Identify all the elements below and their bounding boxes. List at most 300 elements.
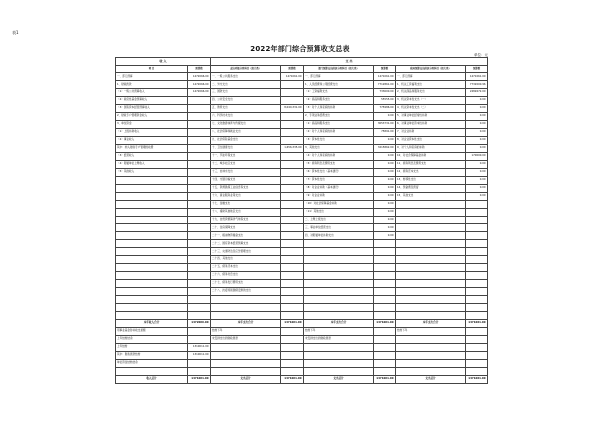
amount-cell [188,296,211,304]
item-cell [304,240,374,248]
amount-cell [281,256,304,264]
amount-cell: 3215862.00 [374,144,396,152]
amount-cell: 1472066.00 [188,89,211,97]
item-cell: 上年结转结余 [116,335,188,343]
amount-cell: 1310011.00 [188,351,211,359]
amount-cell [466,232,488,240]
amount-cell [188,121,211,129]
item-cell [396,351,466,359]
amount-cell [466,335,488,343]
amount-cell [466,272,488,280]
item-cell: 本年支出合计 [396,319,466,327]
column-header: 预算数 [281,65,304,73]
item-cell: 二十六、债务付息支出 [211,272,281,280]
table-row [116,89,488,97]
item-cell: 十七、金融支出 [211,200,281,208]
item-cell [211,351,281,359]
table-row [116,272,488,280]
amount-cell [188,304,211,312]
item-cell: 其中：纳入财政专户管理的收费 [116,144,188,152]
amount-cell [188,216,211,224]
amount-cell: 1471061.00 [374,375,396,383]
table-header-row [116,58,488,66]
amount-cell: 1,656,335.00 [281,144,304,152]
amount-cell [466,248,488,256]
item-cell: 一、部门预算 [304,73,374,81]
amount-cell [281,367,304,375]
item-cell: 十九、自然资源海洋气象等支出 [211,216,281,224]
item-cell [211,311,281,319]
item-cell: 结转下年 [211,327,281,335]
amount-cell [188,192,211,200]
item-cell: （5）其他收入 [116,168,188,176]
amount-cell: 0.00 [466,176,488,184]
amount-cell [374,311,396,319]
item-cell: （1）一般公共预算收入 [116,89,188,97]
item-cell: 5、对事业单位经常性补助 [396,113,466,121]
item-cell [211,304,281,312]
table-row [116,343,488,351]
amount-cell [281,248,304,256]
unit-label: 单位：元 [474,53,488,57]
item-cell: 二十四、其他支出 [211,256,281,264]
item-cell: 其中：财政拨款结转 [116,351,188,359]
amount-cell [466,200,488,208]
item-cell [304,304,374,312]
table-row [116,168,488,176]
amount-cell [374,256,396,264]
amount-cell [374,343,396,351]
item-cell: （3）经营收入 [116,152,188,160]
item-cell: （4）附属单位上缴收入 [116,160,188,168]
amount-cell [466,327,488,335]
item-cell: 10、对社会保障基金补助 [396,152,466,160]
amount-cell: 75891.00 [374,129,396,137]
table-row [116,176,488,184]
item-cell: 本年收入合计 [116,319,188,327]
item-cell [116,264,188,272]
table-row [116,232,488,240]
item-cell [396,335,466,343]
table-row [116,304,488,312]
table-row [116,97,488,105]
item-cell: 9、对个人和家庭的补助 [396,144,466,152]
amount-cell [281,200,304,208]
amount-cell [374,359,396,367]
amount-cell: 1471061.00 [188,375,211,383]
table-row [116,184,488,192]
amount-cell [466,311,488,319]
table-row [116,248,488,256]
amount-cell [281,168,304,176]
table-row [116,81,488,89]
item-cell: 1、人员经费和公用经费支出 [304,81,374,89]
item-cell: 1、财政拨款 [116,81,188,89]
item-cell [396,359,466,367]
item-cell: 十五、资源勘探工业信息等支出 [211,184,281,192]
item-cell: 二十三、灾害防治及应急管理支出 [211,248,281,256]
amount-cell [281,296,304,304]
amount-cell [466,351,488,359]
amount-cell [281,113,304,121]
amount-cell [281,176,304,184]
item-cell [116,272,188,280]
amount-cell: 8,040,331.00 [281,105,304,113]
item-cell: （2）对个人和家庭的补助 [304,129,374,137]
table-number: 表1 [12,30,19,35]
item-cell [396,224,466,232]
item-cell [116,208,188,216]
amount-cell: 0.00 [374,184,396,192]
item-cell: 一、部门预算 [396,73,466,81]
table-row [116,137,488,145]
item-cell [304,343,374,351]
item-cell: 本年支出合计 [304,319,374,327]
table-row [116,224,488,232]
income-header: 收 入 [116,58,211,66]
amount-cell [281,272,304,280]
table-row [116,351,488,359]
amount-cell [188,144,211,152]
item-cell [116,176,188,184]
item-cell [396,208,466,216]
item-cell: 上年结转 [116,343,188,351]
item-cell [304,296,374,304]
item-cell [396,296,466,304]
item-cell [304,248,374,256]
amount-cell: 0.00 [374,232,396,240]
amount-cell [188,105,211,113]
amount-cell [281,89,304,97]
amount-cell: 7732000.96 [466,81,488,89]
table-row [116,375,488,383]
table-body [116,73,488,384]
column-header: 预算数 [374,65,396,73]
item-cell: 二十一、粮油物资储备支出 [211,232,281,240]
amount-cell [466,208,488,216]
table-row [116,311,488,319]
amount-cell [188,160,211,168]
amount-cell [466,224,488,232]
item-cell: 结转下年 [396,327,466,335]
budget-table [115,57,488,384]
item-cell: （8）对企业补助（基本建设） [304,184,374,192]
amount-cell: 0.00 [374,113,396,121]
amount-cell [374,280,396,288]
amount-cell: 0.00 [466,105,488,113]
amount-cell [281,208,304,216]
item-cell: （1）上级补助收入 [116,129,188,137]
amount-cell [281,264,304,272]
column-header: 部门预算支出经济分类科目（按大类） [304,65,374,73]
item-cell [396,256,466,264]
item-cell: 3、其他支出 [304,144,374,152]
amount-cell [466,256,488,264]
item-cell: 结转下年 [304,327,374,335]
item-cell: 十三、农林水支出 [211,168,281,176]
amount-cell [188,272,211,280]
amount-cell [374,335,396,343]
amount-cell: 7712861.00 [374,81,396,89]
item-cell: 九、社会保险基金支出 [211,137,281,145]
item-cell [116,184,188,192]
item-cell: 二、外交支出 [211,81,281,89]
amount-cell: 0.00 [466,160,488,168]
amount-cell [374,367,396,375]
amount-cell [281,359,304,367]
amount-cell [281,160,304,168]
amount-cell: 55555.00 [374,97,396,105]
item-cell: 支出总计 [396,375,466,383]
amount-cell [188,248,211,256]
item-cell: 1、机关工资福利支出 [396,81,466,89]
amount-cell [281,343,304,351]
item-cell: 本年支出合计 [211,319,281,327]
table-row [116,327,488,335]
amount-cell: 1471061.00 [281,375,304,383]
amount-cell: 0.00 [374,200,396,208]
item-cell [116,311,188,319]
amount-cell [188,367,211,375]
item-cell: （2）事业收入 [116,137,188,145]
amount-cell [188,168,211,176]
item-cell: 四、对附属单位补助支出 [304,232,374,240]
item-cell [396,288,466,296]
amount-cell: 1471061.00 [281,319,304,327]
amount-cell [281,216,304,224]
amount-cell [188,256,211,264]
amount-cell: 733600.00 [374,89,396,97]
amount-cell: 170000.00 [466,152,488,160]
item-cell: 六、科学技术支出 [211,113,281,121]
amount-cell [466,280,488,288]
item-cell: 2、财政专户管理资金收入 [116,113,188,121]
item-cell: （1）商品和服务支出 [304,121,374,129]
item-cell: （3）对个人和家庭的补助 [304,105,374,113]
item-cell: 支出总计 [211,375,281,383]
amount-cell: 1471061.00 [466,73,488,81]
table-row [116,280,488,288]
amount-cell [188,240,211,248]
amount-cell: 0.00 [466,144,488,152]
item-cell [396,264,466,272]
table-row [116,288,488,296]
amount-cell [466,296,488,304]
amount-cell: 1472066.00 [188,81,211,89]
amount-cell [188,359,211,367]
amount-cell [188,152,211,160]
item-cell: 十八、援助其他地区支出 [211,208,281,216]
amount-cell [466,343,488,351]
amount-cell [281,335,304,343]
item-cell [116,216,188,224]
amount-cell [374,264,396,272]
item-cell: 2、机关商品和服务支出 [396,89,466,97]
item-cell [116,288,188,296]
amount-cell [188,232,211,240]
table-row [116,73,488,81]
item-cell: （9）对企业补助 [304,192,374,200]
table-row [116,144,488,152]
amount-cell [281,288,304,296]
amount-cell [281,240,304,248]
amount-cell [188,327,211,335]
column-header: 预算数 [466,65,488,73]
table-row [116,264,488,272]
item-cell: 一、部门预算 [116,73,188,81]
amount-cell: 1310011.00 [188,343,211,351]
item-cell: （11）其他支出 [304,208,374,216]
amount-cell [466,359,488,367]
amount-cell: 1472066.00 [188,73,211,81]
item-cell: 未安排支出的财政拨款 [211,335,281,343]
amount-cell: 0.00 [374,208,396,216]
item-cell: 十二、城乡社区支出 [211,160,281,168]
item-cell: 收入总计 [116,375,188,383]
amount-cell [374,304,396,312]
amount-cell: 1471061.00 [466,319,488,327]
item-cell [211,296,281,304]
amount-cell [374,351,396,359]
item-cell: （2）政府性基金预算收入 [116,97,188,105]
amount-cell [188,280,211,288]
amount-cell [466,240,488,248]
amount-cell: 0.00 [466,113,488,121]
item-cell: 七、文化旅游体育与传媒支出 [211,121,281,129]
item-cell: （4）对个人和家庭的补助 [304,152,374,160]
table-row [116,335,488,343]
table-subheader-row [116,65,488,73]
amount-cell: 1472066.00 [188,319,211,327]
amount-cell: 0.00 [374,152,396,160]
amount-cell [466,367,488,375]
item-cell: 4、机关资本性支出（二） [396,105,466,113]
item-cell [396,280,466,288]
item-cell: 三、事业单位经营支出 [304,224,374,232]
item-cell: （6）资本性支出（基本建设） [304,168,374,176]
amount-cell: 0.00 [466,168,488,176]
item-cell: 单位资金结转结余 [116,359,188,367]
amount-cell [281,327,304,335]
amount-cell [188,311,211,319]
item-cell [396,200,466,208]
item-cell [304,359,374,367]
amount-cell: 2482672.00 [466,89,488,97]
table-row [116,319,488,327]
amount-cell: 1471061.00 [281,73,304,81]
item-cell: 五、教育支出 [211,105,281,113]
amount-cell [374,327,396,335]
amount-cell: 0.00 [374,137,396,145]
item-cell [116,304,188,312]
item-cell: 一、一般公共服务支出 [211,73,281,81]
table-row [116,160,488,168]
item-cell [396,311,466,319]
item-cell [304,256,374,264]
item-cell: 8、对企业资本性支出 [396,137,466,145]
table-row [116,105,488,113]
item-cell [116,248,188,256]
item-cell: 二十五、债务还本支出 [211,264,281,272]
amount-cell: 1471061.00 [374,73,396,81]
table-row [116,113,488,121]
item-cell: 15、其他支出 [396,192,466,200]
amount-cell [466,264,488,272]
item-cell [396,240,466,248]
amount-cell [374,296,396,304]
item-cell: 二十二、国有资本经营预算支出 [211,240,281,248]
item-cell: 2、专项业务经费支出 [304,113,374,121]
item-cell [116,200,188,208]
item-cell [396,367,466,375]
item-cell: 13、转移性支出 [396,176,466,184]
item-cell: 十六、商业服务业等支出 [211,192,281,200]
amount-cell: 1471061.00 [374,319,396,327]
item-cell [396,304,466,312]
item-cell [304,272,374,280]
amount-cell [281,232,304,240]
column-header: 政府预算支出经济分类科目（按大类） [396,65,466,73]
item-cell: 二、上缴上级支出 [304,216,374,224]
item-cell: 二十七、债务发行费用支出 [211,280,281,288]
item-cell [304,351,374,359]
item-cell: 12、债务还本支出 [396,168,466,176]
item-cell: （2）商品和服务支出 [304,97,374,105]
table-row [116,121,488,129]
amount-cell [281,304,304,312]
item-cell [211,359,281,367]
amount-cell: 0.00 [374,192,396,200]
amount-cell [374,240,396,248]
amount-cell [281,137,304,145]
item-cell [116,224,188,232]
amount-cell: 0.00 [374,176,396,184]
amount-cell [281,351,304,359]
amount-cell [374,288,396,296]
item-cell [304,280,374,288]
amount-cell [188,208,211,216]
amount-cell: 0.00 [466,184,488,192]
item-cell: （3）资本性支出 [304,137,374,145]
item-cell: 支出总计 [304,375,374,383]
item-cell: 14、预备费及预留 [396,184,466,192]
amount-cell [188,184,211,192]
amount-cell: 1471061.00 [466,375,488,383]
item-cell: 3、单位资金 [116,121,188,129]
amount-cell: 0.00 [466,121,488,129]
amount-cell: 0.00 [466,192,488,200]
amount-cell [374,248,396,256]
amount-cell [188,200,211,208]
item-cell: 三、国防支出 [211,89,281,97]
item-cell [396,343,466,351]
amount-cell: 0.00 [374,224,396,232]
item-cell [304,311,374,319]
column-header: 预算数 [188,65,211,73]
item-cell: 二十八、抗疫特别国债安排的支出 [211,288,281,296]
item-cell: 十四、交通运输支出 [211,176,281,184]
table-row [116,129,488,137]
item-cell: 3、机关资本性支出（一） [396,97,466,105]
item-cell: 用事业基金弥补收支差额 [116,327,188,335]
item-cell [396,232,466,240]
amount-cell [188,129,211,137]
amount-cell [281,184,304,192]
amount-cell [466,304,488,312]
item-cell: （3）国有资本经营预算收入 [116,105,188,113]
item-cell: 四、公共安全支出 [211,97,281,105]
item-cell [116,192,188,200]
